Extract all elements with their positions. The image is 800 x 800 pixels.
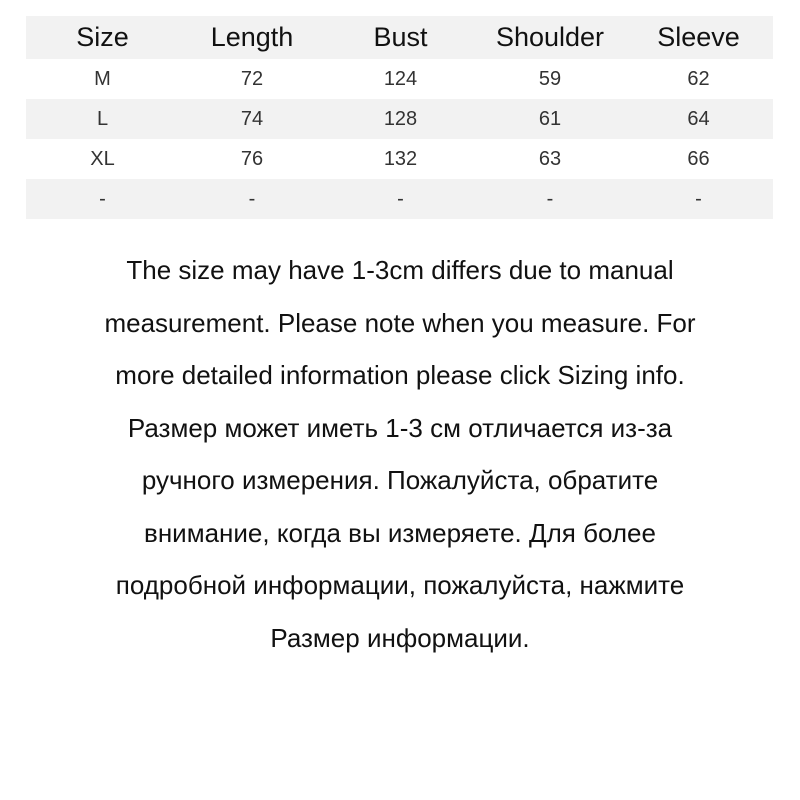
- table-cell: 76: [240, 147, 264, 170]
- table-cell: 66: [687, 147, 710, 170]
- table-cell: -: [397, 187, 404, 210]
- table-cell: 132: [383, 147, 418, 170]
- size-chart-table: [26, 16, 773, 219]
- header-length: Length: [210, 22, 294, 52]
- table-row: [26, 179, 773, 219]
- note-line-en: more detailed information please click Sizing info.: [115, 360, 685, 390]
- table-row: [26, 99, 773, 139]
- note-line-ru: внимание, когда вы измеряете. Для более: [144, 517, 656, 548]
- note-line-ru: ручного измерения. Пожалуйста, обратите: [141, 465, 659, 495]
- header-bust: Bust: [373, 22, 428, 52]
- table-cell: 124: [383, 67, 418, 90]
- header-sleeve: Sleeve: [657, 22, 740, 52]
- table-cell: 72: [240, 67, 264, 90]
- table-cell: 61: [538, 107, 562, 130]
- table-header-row: [26, 16, 773, 59]
- note-line-ru: Размер может иметь 1-3 см отличается из-за: [127, 412, 673, 443]
- table-cell: -: [695, 187, 702, 210]
- note-line-ru: подробной информации, пожалуйста, нажмите: [115, 570, 685, 600]
- table-cell: -: [546, 187, 554, 210]
- table-cell: 74: [240, 107, 264, 130]
- note-line-en: measurement. Please note when you measure. For: [104, 307, 696, 338]
- table-cell: 62: [687, 67, 710, 90]
- table-row: [26, 139, 773, 179]
- table-cell: -: [248, 187, 256, 210]
- note-line-en: The size may have 1-3cm differs due to manual: [126, 255, 674, 285]
- table-cell: M: [94, 67, 111, 90]
- measurement-note: [40, 244, 760, 664]
- table-cell: XL: [90, 147, 115, 170]
- table-cell: 63: [538, 147, 562, 170]
- table-cell: L: [96, 107, 109, 130]
- note-line-ru: Размер информации.: [270, 622, 530, 653]
- header-shoulder: Shoulder: [495, 22, 605, 52]
- table-row: [26, 59, 773, 99]
- header-size: Size: [76, 22, 129, 52]
- table-cell: 128: [383, 107, 418, 130]
- table-cell: -: [99, 187, 106, 210]
- table-cell: 64: [687, 107, 710, 130]
- table-cell: 59: [538, 67, 562, 90]
